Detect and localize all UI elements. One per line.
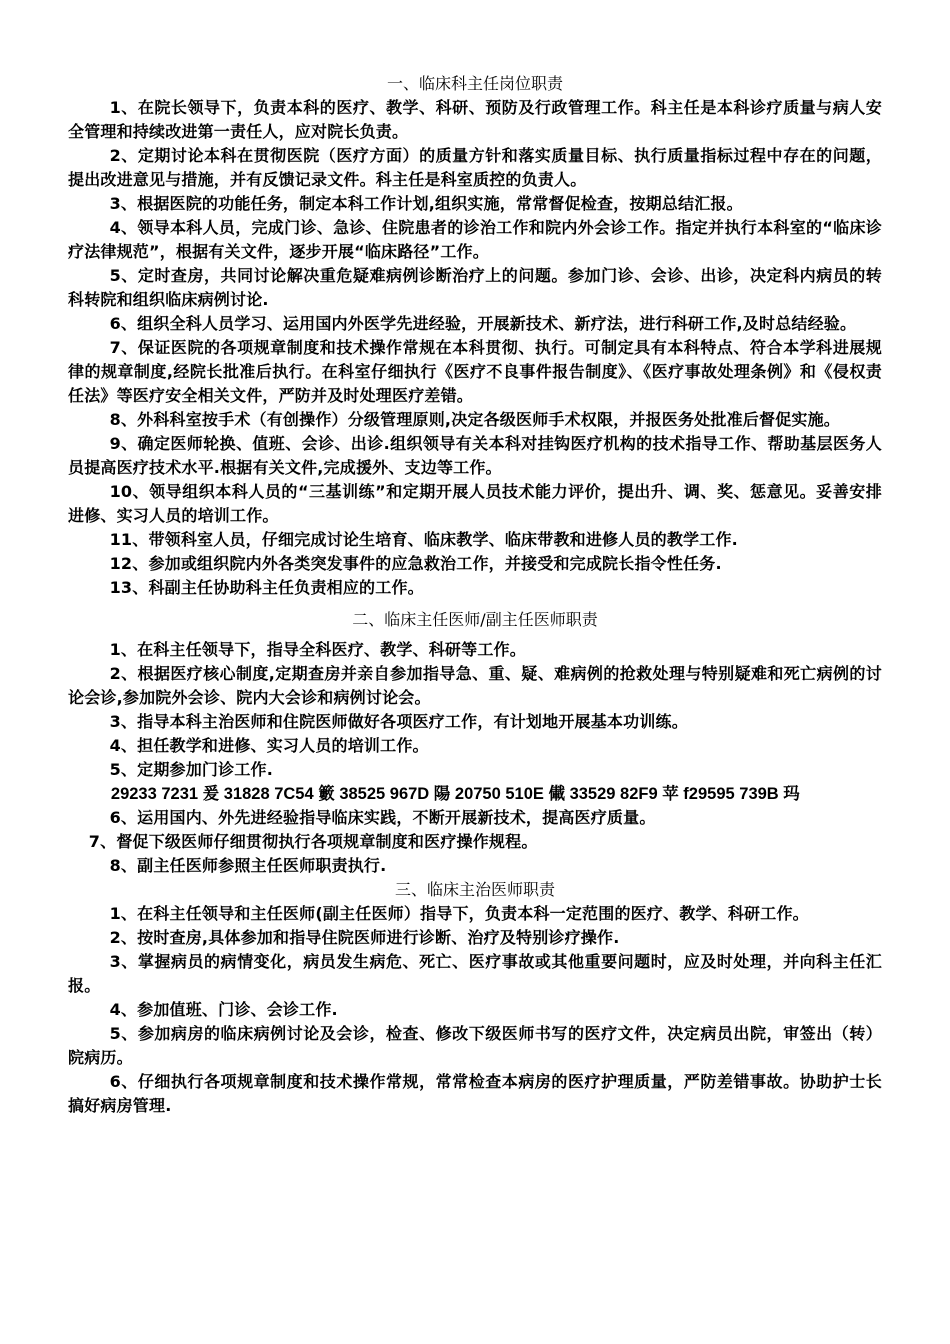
s1-item: 5、定时查房，共同讨论解决重危疑难病例诊断治疗上的问题。参加门诊、会诊、出诊，决定科内病员的转科转院和组织临床病例讨论. [68, 266, 882, 309]
section-1-title: 一、临床科主任岗位职责 [386, 74, 563, 93]
s3-item: 3、掌握病员的病情变化，病员发生病危、死亡、医疗事故或其他重要问题时，应及时处理，并向科主任汇报。 [68, 952, 882, 995]
s2-item: 2、根据医疗核心制度,定期查房并亲自参加指导急、重、疑、难病例的抢救处理与特别疑难和死亡病例的讨论会诊,参加院外会诊、院内大会诊和病例讨论会。 [68, 664, 882, 707]
s3-item: 2、按时查房,具体参加和指导住院医师进行诊断、治疗及特别诊疗操作. [109, 928, 620, 947]
s1-item: 9、确定医师轮换、值班、会诊、出诊.组织领导有关本科对挂钩医疗机构的技术指导工作、帮助基层医务人员提高医疗技术水平.根据有关文件,完成援外、支边等工作。 [68, 434, 882, 477]
s2-item: 3、指导本科主治医师和住院医师做好各项医疗工作，有计划地开展基本功训练。 [109, 712, 688, 731]
s1-item: 3、根据医院的功能任务，制定本科工作计划,组织实施，常常督促检查，按期总结汇报。 [109, 194, 743, 213]
s1-item: 1、在院长领导下，负责本科的医疗、教学、科研、预防及行政管理工作。科主任是本科诊疗质量与病人安全管理和持续改进第一责任人，应对院长负责。 [68, 98, 882, 141]
s3-item: 1、在科主任领导和主任医师(副主任医师）指导下，负责本科一定范围的医疗、教学、科研工作。 [109, 904, 809, 923]
section-2-title: 二、临床主任医师/副主任医师职责 [352, 610, 598, 629]
s3-item: 5、参加病房的临床病例讨论及会诊，检查、修改下级医师书写的医疗文件，决定病员出院，审签出（转）院病历。 [68, 1024, 882, 1067]
document-page [68, 72, 882, 1118]
s1-item: 2、定期讨论本科在贯彻医院（医疗方面）的质量方针和落实质量目标、执行质量指标过程中存在的问题，提出改进意见与措施，并有反馈记录文件。科主任是科室质控的负责人。 [68, 146, 882, 189]
s3-item: 4、参加值班、门诊、会诊工作. [109, 1000, 338, 1019]
s1-item: 11、带领科室人员，仔细完成讨论生培育、临床教学、临床带教和进修人员的教学工作. [109, 530, 738, 549]
s1-item: 13、科副主任协助科主任负责相应的工作。 [109, 578, 424, 597]
s3-item: 6、仔细执行各项规章制度和技术操作常规，常常检查本病房的医疗护理质量，严防差错事故。协助护士长搞好病房管理. [68, 1072, 882, 1115]
s2-code-line: 29233 7231 爰 31828 7C54 籔 38525 967D 陽 20750 510E 儎 33529 82F9 苹 f29595 739B 玛 [110, 785, 800, 803]
s2-item: 6、运用国内、外先进经验指导临床实践，不断开展新技术，提高医疗质量。 [109, 808, 656, 827]
s1-item: 4、领导本科人员，完成门诊、急诊、住院患者的诊治工作和院内外会诊工作。指定并执行本科室的“临床诊疗法律规范”，根据有关文件，逐步开展“临床路径”工作。 [68, 218, 882, 261]
s1-item: 6、组织全科人员学习、运用国内外医学先进经验，开展新技术、新疗法，进行科研工作,及时总结经验。 [109, 314, 857, 333]
s1-item: 12、参加或组织院内外各类突发事件的应急救治工作，并接受和完成院长指令性任务. [109, 554, 722, 573]
s2-item: 4、担任教学和进修、实习人员的培训工作。 [109, 736, 429, 755]
s2-item: 5、定期参加门诊工作. [109, 760, 274, 779]
s1-item: 7、保证医院的各项规章制度和技术操作常规在本科贯彻、执行。可制定具有本科特点、符合本学科进展规律的规章制度,经院长批准后执行。在科室仔细执行《医疗不良事件报告制度》、《医疗事故处理条例》和《侵权责任法》等医疗安全相关文件，严防并及时处理医疗差错。 [68, 338, 882, 405]
s1-item: 10、领导组织本科人员的“三基训练”和定期开展人员技术能力评价，提出升、调、奖、惩意见。妥善安排进修、实习人员的培训工作。 [68, 482, 882, 525]
s1-item: 8、外科科室按手术（有创操作）分级管理原则,决定各级医师手术权限，并报医务处批准后督促实施。 [109, 410, 841, 429]
s2-item: 7、督促下级医师仔细贯彻执行各项规章制度和医疗操作规程。 [88, 832, 538, 851]
s2-item: 1、在科主任领导下，指导全科医疗、教学、科研等工作。 [109, 640, 526, 659]
s2-item: 8、副主任医师参照主任医师职责执行. [109, 856, 387, 875]
section-3-title: 三、临床主治医师职责 [394, 880, 555, 899]
